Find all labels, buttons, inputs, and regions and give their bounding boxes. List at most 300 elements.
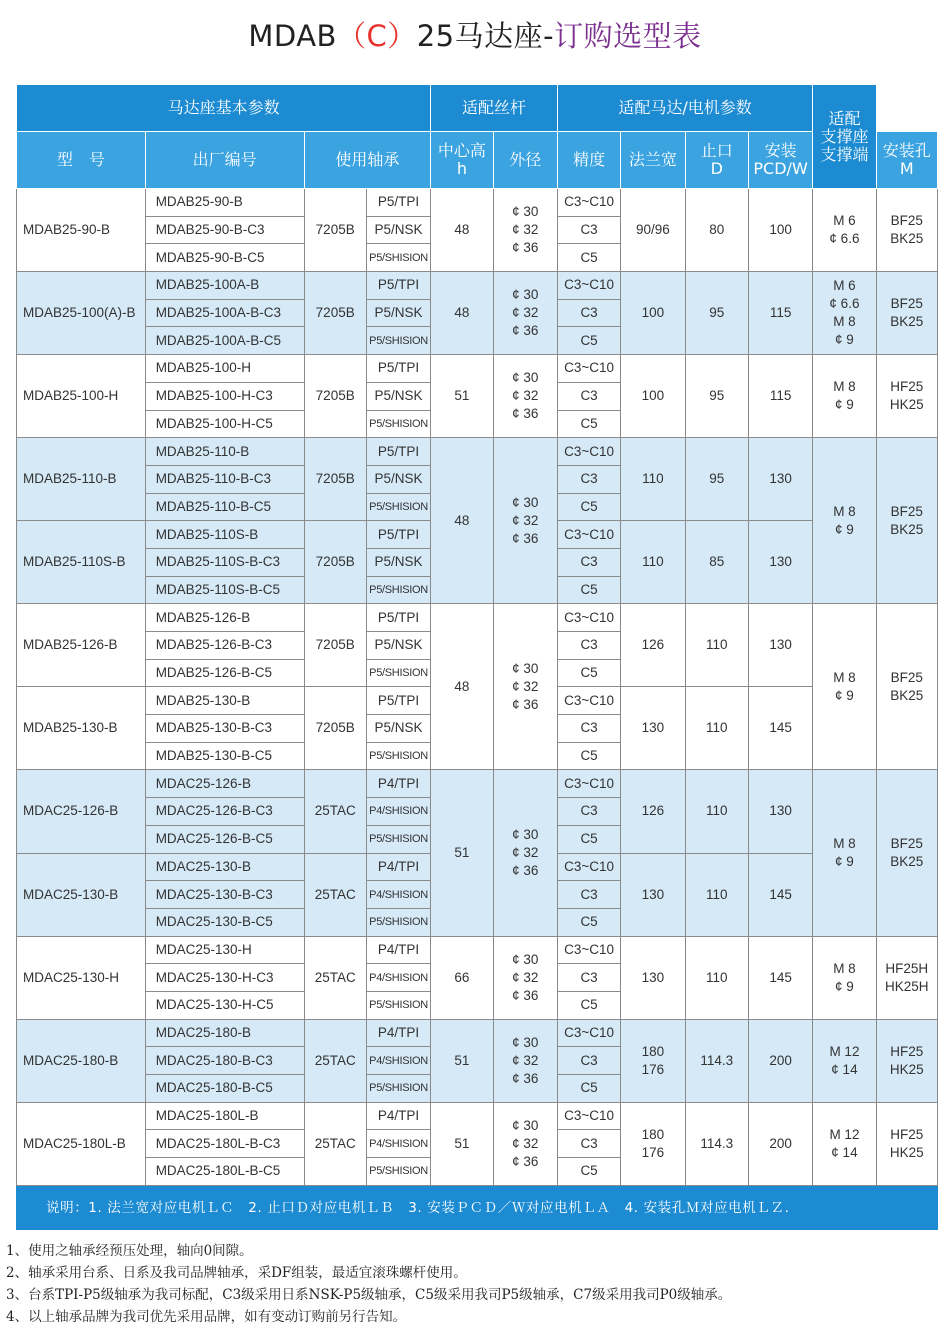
bearing-grade-cell: P5/NSK <box>366 382 430 410</box>
model-group <box>17 936 938 1019</box>
factory-code-cell: MDAC25-180L-B-C5 <box>145 1158 304 1186</box>
factory-code-cell: MDAB25-100A-B-C3 <box>145 299 304 327</box>
table-row <box>17 770 938 798</box>
outer-diameter-cell-line: ¢ 30 <box>512 951 539 967</box>
support-cell-line: HK25H <box>885 978 929 994</box>
mount-hole-cell-line: ¢ 14 <box>831 1061 858 1077</box>
bearing-grade-cell: P4/SHISION <box>366 798 430 826</box>
model-cell: MDAC25-180-B <box>17 1019 146 1102</box>
model-group <box>17 272 938 355</box>
outer-diameter-cell-line: ¢ 30 <box>512 827 539 842</box>
precision-cell: C3 <box>557 299 620 327</box>
bearing-cell: 7205B <box>304 687 366 770</box>
bearing-cell: 25TAC <box>304 853 366 936</box>
footnote-2: 2、轴承采用台系、日系及我司品牌轴承，采DF组装，最适宜滚珠螺杆使用。 <box>6 1265 467 1281</box>
pcd-cell: 115 <box>748 272 812 355</box>
outer-diameter-cell-line: ¢ 30 <box>512 370 539 386</box>
factory-code-cell: MDAB25-130-B <box>145 687 304 715</box>
center-height-cell: 51 <box>431 355 493 438</box>
precision-cell: C3 <box>557 964 620 992</box>
mount-hole-cell <box>813 604 876 770</box>
bearing-grade-cell: P5/SHISION <box>366 991 430 1019</box>
mount-hole-cell-line: ¢ 9 <box>835 687 854 703</box>
header-spigot-line-2: D <box>710 159 723 178</box>
outer-diameter-cell-line: ¢ 36 <box>512 406 539 422</box>
precision-cell: C5 <box>557 1075 620 1103</box>
mount-hole-cell-line: M 8 <box>833 379 856 395</box>
factory-code-cell: MDAC25-180L-B <box>145 1102 304 1130</box>
table-row <box>17 272 938 300</box>
flange-cell: 126 <box>621 604 685 687</box>
header-group-support <box>813 85 876 189</box>
bearing-cell: 25TAC <box>304 1102 366 1185</box>
outer-diameter-cell-line: ¢ 36 <box>512 530 539 546</box>
factory-code-cell: MDAB25-110-B <box>145 438 304 466</box>
model-group <box>17 438 938 604</box>
support-cell-line: BK25 <box>890 854 924 869</box>
bearing-grade-cell: P4/SHISION <box>366 1130 430 1158</box>
pcd-cell: 130 <box>748 521 812 604</box>
precision-cell: C5 <box>557 659 620 687</box>
support-cell <box>876 189 937 272</box>
precision-cell: C5 <box>557 493 620 521</box>
pcd-cell: 145 <box>748 853 812 936</box>
outer-diameter-cell-line: ¢ 30 <box>512 660 539 676</box>
header-support-line-1: 适配 <box>828 108 861 128</box>
header-pcd-line-2: PCD/W <box>753 159 808 178</box>
center-height-cell: 48 <box>431 604 493 770</box>
precision-cell: C3~C10 <box>557 355 620 383</box>
support-cell-line: BF25 <box>890 503 923 519</box>
flange-cell: 100 <box>621 355 685 438</box>
factory-code-cell: MDAC25-130-B-C5 <box>145 908 304 936</box>
factory-code-cell: MDAC25-130-B <box>145 853 304 881</box>
bearing-cell: 7205B <box>304 438 366 521</box>
bearing-grade-cell: P5/SHISION <box>366 493 430 521</box>
model-cell: MDAB25-130-B <box>17 687 146 770</box>
center-height-cell: 48 <box>431 189 493 272</box>
outer-diameter-cell-line: ¢ 36 <box>512 696 539 712</box>
outer-diameter-cell-line: ¢ 32 <box>512 1052 539 1068</box>
precision-cell: C3~C10 <box>557 604 620 632</box>
flange-cell <box>621 1102 685 1185</box>
bearing-grade-cell: P5/SHISION <box>366 410 430 438</box>
pcd-cell: 130 <box>748 770 812 853</box>
outer-diameter-cell-line: ¢ 30 <box>512 1117 539 1133</box>
outer-diameter-cell <box>493 272 557 355</box>
header-group-basic: 马达座基本参数 <box>17 85 431 132</box>
precision-cell: C3~C10 <box>557 189 620 217</box>
header-center-line-1: 中心高 <box>437 141 486 160</box>
flange-cell: 100 <box>621 272 685 355</box>
precision-cell: C3~C10 <box>557 1102 620 1130</box>
bearing-grade-cell: P5/SHISION <box>366 576 430 604</box>
bearing-grade-cell: P5/SHISION <box>366 244 430 272</box>
outer-diameter-cell-line: ¢ 32 <box>512 512 539 528</box>
bearing-grade-cell: P5/SHISION <box>366 742 430 770</box>
factory-code-cell: MDAB25-130-B-C5 <box>145 742 304 770</box>
outer-diameter-cell-line: ¢ 36 <box>512 1153 539 1169</box>
footnote-3: 3、台系TPI-P5级轴承为我司标配，C3级采用日系NSK-P5级轴承，C5级采用我司P5级轴承，C7级采用我司P0级轴承。 <box>6 1287 732 1303</box>
support-cell <box>876 1102 937 1185</box>
header-precision: 精度 <box>557 132 620 189</box>
mount-hole-cell-line: ¢ 14 <box>831 1144 858 1160</box>
spigot-cell: 110 <box>685 853 748 936</box>
title-middle: 25马达座- <box>416 19 555 53</box>
factory-code-cell: MDAB25-100-H-C3 <box>145 382 304 410</box>
factory-code-cell: MDAB25-126-B-C3 <box>145 632 304 660</box>
bearing-cell: 25TAC <box>304 770 366 853</box>
precision-cell: C5 <box>557 576 620 604</box>
precision-cell: C3 <box>557 715 620 743</box>
flange-cell: 90/96 <box>621 189 685 272</box>
mount-hole-cell <box>813 1019 876 1102</box>
legend-note-bar: 说明：1. 法兰宽对应电机ＬＣ 2. 止口Ｄ对应电机ＬＢ 3. 安装ＰＣＤ／Ｗ对应电机ＬＡ 4. 安装孔Ｍ对应电机ＬＺ. <box>16 1186 938 1230</box>
outer-diameter-cell-line: ¢ 32 <box>512 845 539 860</box>
support-cell-line: BK25 <box>890 314 924 330</box>
title-model-letter: C <box>366 19 388 53</box>
flange-cell-line: 180 <box>641 1126 665 1142</box>
support-cell-line: HK25 <box>889 397 924 413</box>
model-group <box>17 189 938 272</box>
precision-cell: C3~C10 <box>557 936 620 964</box>
table-header <box>17 85 938 189</box>
center-height-cell: 51 <box>431 770 493 936</box>
outer-diameter-cell-line: ¢ 32 <box>512 678 539 694</box>
bearing-grade-cell: P5/SHISION <box>366 1158 430 1186</box>
model-group <box>17 604 938 770</box>
outer-diameter-cell <box>493 189 557 272</box>
spigot-cell: 114.3 <box>685 1102 748 1185</box>
bearing-cell: 25TAC <box>304 936 366 1019</box>
support-cell <box>876 438 937 604</box>
precision-cell: C3 <box>557 1130 620 1158</box>
table-row <box>17 355 938 383</box>
model-cell: MDAB25-110S-B <box>17 521 146 604</box>
factory-code-cell: MDAB25-90-B-C3 <box>145 216 304 244</box>
mount-hole-cell-line: M 6 <box>833 213 856 229</box>
center-height-cell: 51 <box>431 1019 493 1102</box>
precision-cell: C3 <box>557 632 620 660</box>
outer-diameter-cell <box>493 770 557 936</box>
outer-diameter-cell <box>493 1102 557 1185</box>
header-group-motor: 适配马达/电机参数 <box>557 85 812 132</box>
precision-cell: C5 <box>557 908 620 936</box>
precision-cell: C3 <box>557 382 620 410</box>
table-row <box>17 1019 938 1047</box>
spigot-cell: 95 <box>685 272 748 355</box>
spigot-cell: 80 <box>685 189 748 272</box>
header-center-line-2: h <box>456 159 467 178</box>
factory-code-cell: MDAC25-130-H-C3 <box>145 964 304 992</box>
mount-hole-cell-line: M 8 <box>833 836 856 851</box>
header-bearing: 使用轴承 <box>304 132 431 189</box>
pcd-cell: 100 <box>748 189 812 272</box>
pcd-cell: 200 <box>748 1019 812 1102</box>
mount-hole-cell-line: ¢ 9 <box>835 521 854 537</box>
factory-code-cell: MDAB25-90-B-C5 <box>145 244 304 272</box>
outer-diameter-cell-line: ¢ 36 <box>512 323 539 339</box>
header-spigot-line-1: 止口 <box>700 141 733 160</box>
mount-hole-cell-line: M 12 <box>829 1126 860 1142</box>
factory-code-cell: MDAB25-126-B-C5 <box>145 659 304 687</box>
support-cell <box>876 272 937 355</box>
pcd-cell: 145 <box>748 687 812 770</box>
outer-diameter-cell-line: ¢ 32 <box>512 305 539 321</box>
outer-diameter-cell-line: ¢ 36 <box>512 1070 539 1086</box>
flange-cell-line: 176 <box>641 1061 665 1077</box>
bearing-grade-cell: P4/SHISION <box>366 1047 430 1075</box>
outer-diameter-cell-line: ¢ 30 <box>512 494 539 510</box>
bearing-grade-cell: P5/NSK <box>366 216 430 244</box>
spigot-cell: 85 <box>685 521 748 604</box>
pcd-cell: 115 <box>748 355 812 438</box>
model-cell: MDAC25-180L-B <box>17 1102 146 1185</box>
spigot-cell: 114.3 <box>685 1019 748 1102</box>
factory-code-cell: MDAB25-110S-B <box>145 521 304 549</box>
mount-hole-cell-line: M 8 <box>833 960 856 976</box>
title-suffix: 订购选型表 <box>554 19 702 53</box>
support-cell <box>876 355 937 438</box>
spigot-cell: 110 <box>685 604 748 687</box>
bearing-grade-cell: P5/TPI <box>366 604 430 632</box>
header-hole-line-1: 安装孔 <box>882 141 931 160</box>
mount-hole-cell-line: ¢ 6.6 <box>829 296 860 312</box>
spigot-cell: 95 <box>685 438 748 521</box>
support-cell-line: BF25 <box>890 296 923 312</box>
header-outer-diameter: 外径 <box>493 132 557 189</box>
bearing-cell: 7205B <box>304 189 366 272</box>
model-cell: MDAB25-110-B <box>17 438 146 521</box>
bearing-grade-cell: P5/SHISION <box>366 327 430 355</box>
flange-cell: 110 <box>621 438 685 521</box>
outer-diameter-cell <box>493 1019 557 1102</box>
support-cell-line: BF25 <box>890 836 923 851</box>
bearing-grade-cell: P5/TPI <box>366 189 430 217</box>
footnote-4: 4、以上轴承品牌为我司优先采用品牌，如有变动订购前另行告知。 <box>6 1309 407 1325</box>
mount-hole-cell <box>813 770 876 936</box>
factory-code-cell: MDAC25-180L-B-C3 <box>145 1130 304 1158</box>
bearing-cell: 7205B <box>304 604 366 687</box>
selection-sheet <box>16 84 938 1230</box>
header-mount-hole <box>876 132 937 189</box>
spigot-cell: 110 <box>685 770 748 853</box>
center-height-cell: 66 <box>431 936 493 1019</box>
factory-code-cell: MDAC25-126-B <box>145 770 304 798</box>
bearing-grade-cell: P5/TPI <box>366 687 430 715</box>
bearing-grade-cell: P5/NSK <box>366 299 430 327</box>
mount-hole-cell-line: ¢ 6.6 <box>829 231 860 247</box>
table-row <box>17 189 938 217</box>
support-cell-line: BK25 <box>890 687 924 703</box>
mount-hole-cell-line: M 12 <box>829 1043 860 1059</box>
support-cell-line: HF25H <box>885 960 929 976</box>
spigot-cell: 110 <box>685 936 748 1019</box>
mount-hole-cell <box>813 936 876 1019</box>
precision-cell: C3 <box>557 216 620 244</box>
precision-cell: C5 <box>557 410 620 438</box>
mount-hole-cell <box>813 272 876 355</box>
factory-code-cell: MDAC25-130-H <box>145 936 304 964</box>
precision-cell: C5 <box>557 1158 620 1186</box>
flange-cell <box>621 1019 685 1102</box>
header-center-height <box>431 132 493 189</box>
title-paren-close: ） <box>387 19 417 53</box>
support-cell-line: HK25 <box>889 1061 924 1077</box>
header-code: 出厂编号 <box>145 132 304 189</box>
outer-diameter-cell <box>493 936 557 1019</box>
model-cell: MDAB25-126-B <box>17 604 146 687</box>
bearing-grade-cell: P5/SHISION <box>366 659 430 687</box>
bearing-cell: 7205B <box>304 355 366 438</box>
table-row <box>17 1102 938 1130</box>
precision-cell: C3~C10 <box>557 1019 620 1047</box>
factory-code-cell: MDAB25-100A-B <box>145 272 304 300</box>
support-cell-line: HF25 <box>890 379 924 395</box>
footnotes <box>6 1240 936 1328</box>
page-title <box>0 16 950 56</box>
center-height-cell: 48 <box>431 272 493 355</box>
precision-cell: C3 <box>557 798 620 826</box>
footnote-1: 1、使用之轴承经预压处理，轴向0间隙。 <box>6 1243 253 1259</box>
header-hole-line-2: M <box>899 159 914 178</box>
title-prefix: MDAB <box>248 19 337 53</box>
outer-diameter-cell <box>493 438 557 604</box>
bearing-grade-cell: P4/TPI <box>366 1019 430 1047</box>
bearing-grade-cell: P5/NSK <box>366 548 430 576</box>
mount-hole-cell-line: ¢ 9 <box>835 332 854 348</box>
bearing-grade-cell: P5/TPI <box>366 272 430 300</box>
precision-cell: C3 <box>557 1047 620 1075</box>
outer-diameter-cell <box>493 355 557 438</box>
model-cell: MDAB25-100(A)-B <box>17 272 146 355</box>
precision-cell: C3~C10 <box>557 438 620 466</box>
flange-cell: 130 <box>621 936 685 1019</box>
title-paren-open: （ <box>336 19 367 53</box>
flange-cell: 130 <box>621 853 685 936</box>
bearing-grade-cell: P5/TPI <box>366 355 430 383</box>
model-group <box>17 1019 938 1102</box>
factory-code-cell: MDAC25-130-B-C3 <box>145 881 304 909</box>
precision-cell: C5 <box>557 742 620 770</box>
header-pcd-line-1: 安装 <box>764 141 797 160</box>
table-row <box>17 604 938 632</box>
support-cell-line: HK25 <box>889 1144 924 1160</box>
support-cell <box>876 770 937 936</box>
model-group <box>17 1102 938 1185</box>
pcd-cell: 130 <box>748 604 812 687</box>
factory-code-cell: MDAC25-180-B <box>145 1019 304 1047</box>
factory-code-cell: MDAB25-130-B-C3 <box>145 715 304 743</box>
precision-cell: C3~C10 <box>557 272 620 300</box>
pcd-cell: 145 <box>748 936 812 1019</box>
mount-hole-cell-line: M 8 <box>833 503 856 519</box>
support-cell-line: BF25 <box>890 669 923 685</box>
precision-cell: C3 <box>557 881 620 909</box>
model-cell: MDAB25-90-B <box>17 189 146 272</box>
factory-code-cell: MDAC25-130-H-C5 <box>145 991 304 1019</box>
support-cell-line: BK25 <box>890 521 924 537</box>
model-cell: MDAC25-130-B <box>17 853 146 936</box>
support-cell-line: BF25 <box>890 213 923 229</box>
flange-cell: 126 <box>621 770 685 853</box>
bearing-grade-cell: P5/NSK <box>366 632 430 660</box>
mount-hole-cell <box>813 438 876 604</box>
bearing-grade-cell: P4/TPI <box>366 936 430 964</box>
support-cell-line: HF25 <box>890 1043 924 1059</box>
header-group-screw: 适配丝杆 <box>431 85 558 132</box>
header-model: 型 号 <box>17 132 146 189</box>
spigot-cell: 110 <box>685 687 748 770</box>
table-row <box>17 936 938 964</box>
mount-hole-cell-line: M 8 <box>833 669 856 685</box>
outer-diameter-cell-line: ¢ 32 <box>512 1135 539 1151</box>
precision-cell: C5 <box>557 244 620 272</box>
factory-code-cell: MDAB25-110S-B-C3 <box>145 548 304 576</box>
model-cell: MDAB25-100-H <box>17 355 146 438</box>
precision-cell: C3~C10 <box>557 687 620 715</box>
precision-cell: C3 <box>557 465 620 493</box>
bearing-cell: 7205B <box>304 272 366 355</box>
header-support-line-3: 支撑端 <box>820 144 869 164</box>
bearing-grade-cell: P4/TPI <box>366 853 430 881</box>
mount-hole-cell-line: ¢ 9 <box>835 854 854 869</box>
support-cell <box>876 936 937 1019</box>
factory-code-cell: MDAB25-110-B-C3 <box>145 465 304 493</box>
pcd-cell: 130 <box>748 438 812 521</box>
outer-diameter-cell-line: ¢ 32 <box>512 222 539 238</box>
factory-code-cell: MDAB25-100-H-C5 <box>145 410 304 438</box>
outer-diameter-cell-line: ¢ 32 <box>512 388 539 404</box>
outer-diameter-cell-line: ¢ 36 <box>512 240 539 256</box>
support-cell-line: HF25 <box>890 1126 924 1142</box>
mount-hole-cell <box>813 355 876 438</box>
bearing-grade-cell: P4/TPI <box>366 1102 430 1130</box>
flange-cell: 130 <box>621 687 685 770</box>
bearing-grade-cell: P5/NSK <box>366 715 430 743</box>
factory-code-cell: MDAC25-126-B-C3 <box>145 798 304 826</box>
bearing-grade-cell: P5/SHISION <box>366 908 430 936</box>
factory-code-cell: MDAB25-110-B-C5 <box>145 493 304 521</box>
factory-code-cell: MDAC25-180-B-C3 <box>145 1047 304 1075</box>
outer-diameter-cell-line: ¢ 36 <box>512 987 539 1003</box>
flange-cell-line: 176 <box>641 1144 665 1160</box>
header-support-line-2: 支撑座 <box>820 126 869 146</box>
header-flange: 法兰宽 <box>621 132 685 189</box>
mount-hole-cell <box>813 1102 876 1185</box>
factory-code-cell: MDAB25-100-H <box>145 355 304 383</box>
outer-diameter-cell-line: ¢ 30 <box>512 204 539 220</box>
precision-cell: C3~C10 <box>557 770 620 798</box>
bearing-grade-cell: P5/TPI <box>366 521 430 549</box>
outer-diameter-cell <box>493 604 557 770</box>
factory-code-cell: MDAB25-90-B <box>145 189 304 217</box>
factory-code-cell: MDAC25-180-B-C5 <box>145 1075 304 1103</box>
pcd-cell: 200 <box>748 1102 812 1185</box>
support-cell <box>876 604 937 770</box>
precision-cell: C5 <box>557 825 620 853</box>
factory-code-cell: MDAB25-100A-B-C5 <box>145 327 304 355</box>
bearing-grade-cell: P5/NSK <box>366 465 430 493</box>
bearing-grade-cell: P4/TPI <box>366 770 430 798</box>
bearing-grade-cell: P4/SHISION <box>366 964 430 992</box>
model-cell: MDAC25-130-H <box>17 936 146 1019</box>
mount-hole-cell-line: M 6 <box>833 278 856 294</box>
precision-cell: C3 <box>557 548 620 576</box>
flange-cell-line: 180 <box>641 1043 665 1059</box>
support-cell <box>876 1019 937 1102</box>
header-spigot <box>685 132 748 189</box>
